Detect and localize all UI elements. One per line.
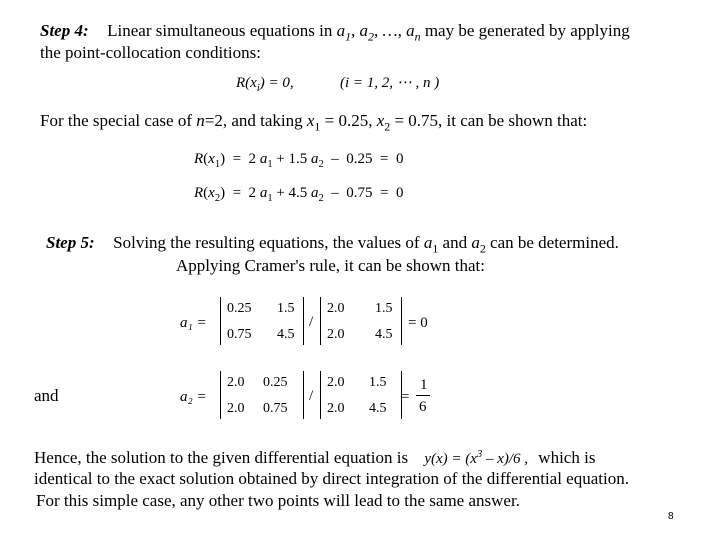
a2-lhs: a₂ = xyxy=(180,389,207,405)
residual-equation-1: $R(x_1) = 2$ $a_1 + 1.5$ $a_2 - 0.25 = 0$ xyxy=(194,151,404,170)
a2-slash: / xyxy=(309,388,314,404)
and-label: and xyxy=(34,386,59,405)
residual-equation-2: $R(x_2) = 2$ $a_1 + 4.5$ $a_2 - 0.75 = 0$ xyxy=(194,185,404,204)
step4-label: Step 4: xyxy=(40,21,89,40)
conclusion-line2: identical to the exact solution obtained by direct integration of the differential equation. xyxy=(34,469,629,488)
a2-numerator-determinant: 2.0 0.25 2.0 0.75 xyxy=(220,371,304,419)
a1-result: = 0 xyxy=(408,315,428,331)
special-case-line: For the special case of n=2, and taking $x_1 = 0.25$, $x_2 = 0.75$, it can be shown that: xyxy=(40,111,588,134)
a1-denominator-determinant: 2.0 1.5 2.0 4.5 xyxy=(320,297,402,345)
step4-text-b: may be generated by applying xyxy=(420,21,630,40)
step4-text-a: Linear simultaneous equations in xyxy=(107,21,337,40)
a1-lhs: a₁ = xyxy=(180,315,207,331)
step5-line1: Step 5: Solving the resulting equations, the values of $a_1$ and $a_2$ can be determined. xyxy=(46,233,619,256)
collocation-condition: (i = 1, 2, ⋯ , n ) xyxy=(340,75,440,91)
conclusion-line1: Hence, the solution to the given differential equation is $y(x) = (x^3 - x)/6$ , which is xyxy=(34,448,596,467)
page-number: 8 xyxy=(668,511,674,522)
a2-result-denominator: 6 xyxy=(419,399,427,415)
step4-vars: $a_1$, $a_2$, …, $a_n$ xyxy=(336,21,421,44)
a2-result-equals: = xyxy=(401,389,410,405)
collocation-equation: $R(x_i) = 0$, xyxy=(236,75,294,94)
exact-solution-equation: $y(x) = (x^3 - x)/6$ , xyxy=(424,449,529,467)
step5-label: Step 5: xyxy=(46,233,95,252)
conclusion-line3: For this simple case, any other two points will lead to the same answer. xyxy=(36,491,520,510)
a1-slash: / xyxy=(309,314,314,330)
a2-denominator-determinant: 2.0 1.5 2.0 4.5 xyxy=(320,371,402,419)
a2-result-numerator: 1 xyxy=(420,377,428,393)
step5-line2: Applying Cramer's rule, it can be shown that: xyxy=(176,256,485,275)
a1-numerator-determinant: 0.25 1.5 0.75 4.5 xyxy=(220,297,304,345)
a2-fraction-bar xyxy=(416,395,430,396)
step4-line2: the point-collocation conditions: xyxy=(40,43,261,62)
